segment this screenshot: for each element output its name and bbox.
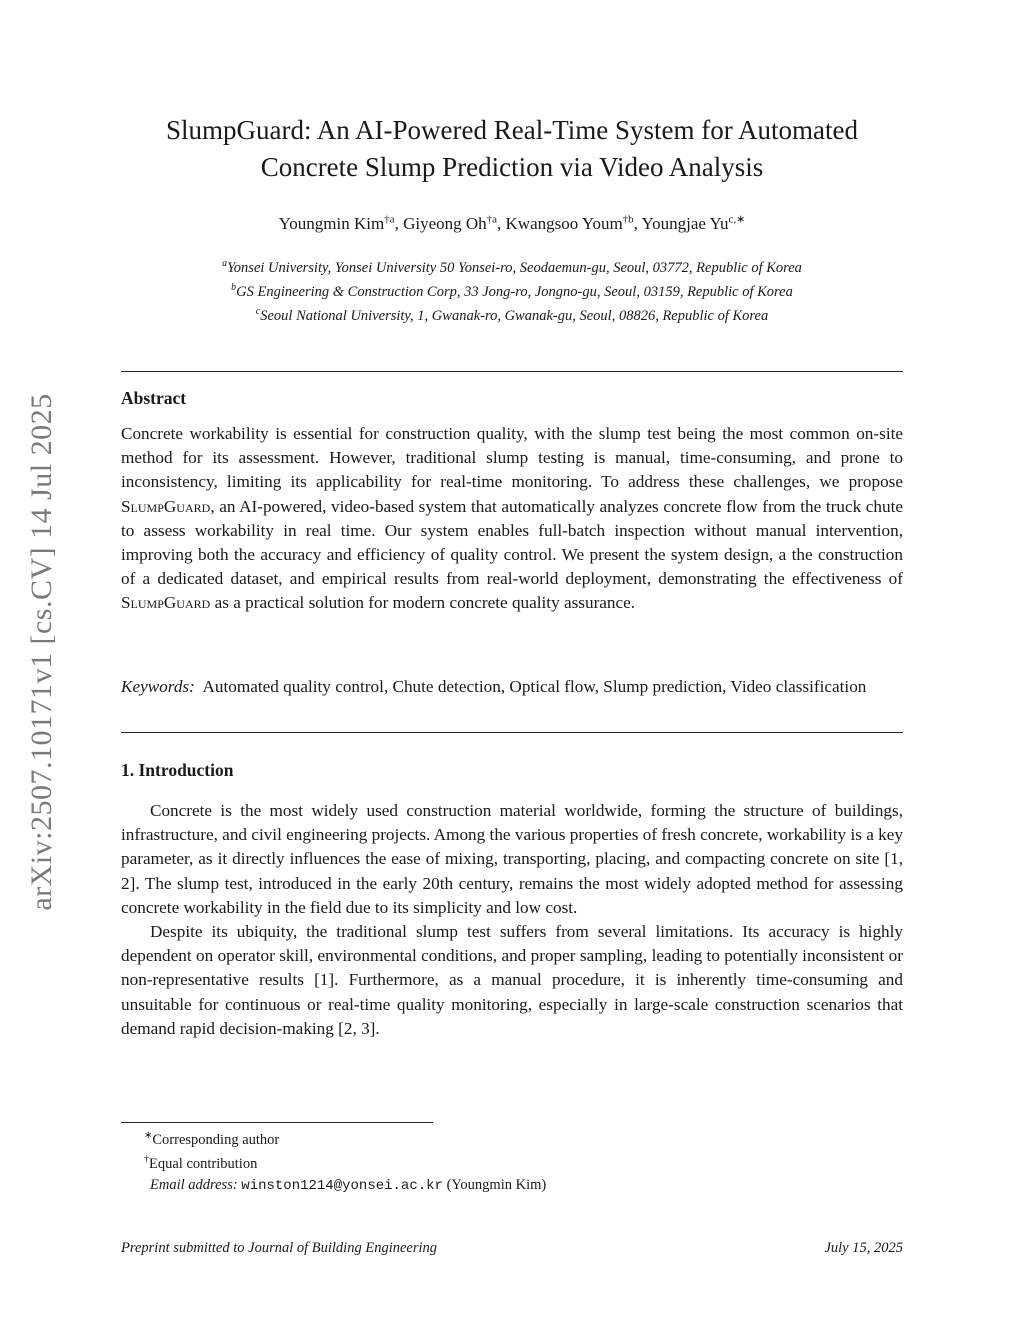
title-line-2: Concrete Slump Prediction via Video Analysis — [260, 152, 764, 182]
abstract-top-rule — [121, 371, 903, 372]
introduction-body — [121, 799, 903, 1041]
abstract-bottom-rule — [121, 732, 903, 733]
abstract-body — [121, 422, 903, 616]
footnote-corresponding: ∗Corresponding author — [144, 1130, 280, 1148]
author: Youngmin Kim$^{\dagger a}$, — [278, 213, 404, 233]
author-list — [121, 212, 903, 234]
footer-date: July 15, 2025 — [824, 1240, 903, 1256]
affiliation: $^c$Seoul National University, 1, Gwanak-ro, Gwanak-gu, Seoul, 08826, Republic of Korea — [255, 305, 769, 324]
footnote-equal: †Equal contribution — [144, 1154, 258, 1173]
paragraph: Concrete is the most widely used construction material worldwide, forming the structure of buildings, infrastructure, and civil engineering projects. Among the various properties of fresh concrete, workability is a key parameter, as it directly influences the ease of mixing, transporting, placing, and compacting concrete on site [1, 2]. The slump test, introduced in the early 20th century, remains the most widely adopted method for assessing concrete workability in the field due to its simplicity and low cost. — [121, 801, 903, 917]
footnote-email: Email address: winston1214@yonsei.ac.kr (Youngmin Kim) — [150, 1176, 547, 1194]
keywords — [121, 675, 903, 699]
abstract-paragraph: Concrete workability is essential for construction quality, with the slump test being the most common on-site method for its assessment. However, traditional slump testing is manual, time-consuming, and prone to inconsistency, limiting its applicability for real-time monitoring. To address these challenges, we propose SlumpGuard, an AI-powered, video-based system that automatically analyzes concrete flow from the truck chute to assess workability in real time. Our system enables full-batch inspection without manual intervention, improving both the accuracy and efficiency of quality control. We present the system design, a the construction of a dedicated dataset, and empirical results from real-world deployment, demonstrating the effectiveness of SlumpGuard as a practical solution for modern concrete quality assurance. — [121, 424, 903, 613]
email-link[interactable]: winston1214@yonsei.ac.kr — [241, 1177, 443, 1194]
affiliation: $^a$Yonsei University, Yonsei University 50 Yonsei-ro, Seodaemun-gu, Seoul, 03772, Republic of Korea — [222, 258, 802, 276]
affiliations — [121, 254, 903, 325]
footnote-rule — [121, 1122, 433, 1123]
arxiv-identifier: arXiv:2507.10171v1 [cs.CV] 14 Jul 2025 — [25, 393, 58, 911]
section-heading-introduction: 1. Introduction — [121, 760, 234, 780]
author: Kwangsoo Youm$^{\dagger b}$, — [505, 213, 642, 233]
paragraph: Despite its ubiquity, the traditional slump test suffers from several limitations. Its accuracy is highly dependent on operator skill, environmental conditions, and proper sampling, leading to potentially inconsistent or non-representative results [1]. Furthermore, as a manual procedure, it is inherently time-consuming and unsuitable for continuous or real-time quality monitoring, especially in large-scale construction scenarios that demand rapid decision-making [2, 3]. — [121, 922, 903, 1038]
author: Youngjae $Yu^{c,∗}$ — [641, 213, 746, 233]
footer-journal: Preprint submitted to Journal of Building Engineering — [121, 1240, 438, 1256]
title-line-1: SlumpGuard: An AI-Powered Real-Time System for Automated — [166, 115, 858, 145]
keywords-text: Automated quality control, Chute detection, Optical flow, Slump prediction, Video classification — [202, 677, 867, 696]
author: Giyeong Oh$^{\dagger a}$, — [403, 213, 506, 233]
affiliation: $^b$GS Engineering & Construction Corp, 33 Jong-ro, Jongno-gu, Seoul, 03159, Republic of Korea — [231, 281, 793, 300]
keywords-label: Keywords: — [121, 677, 195, 696]
paper-title — [121, 112, 903, 186]
abstract-heading: Abstract — [121, 388, 187, 408]
footnotes — [121, 1126, 903, 1196]
